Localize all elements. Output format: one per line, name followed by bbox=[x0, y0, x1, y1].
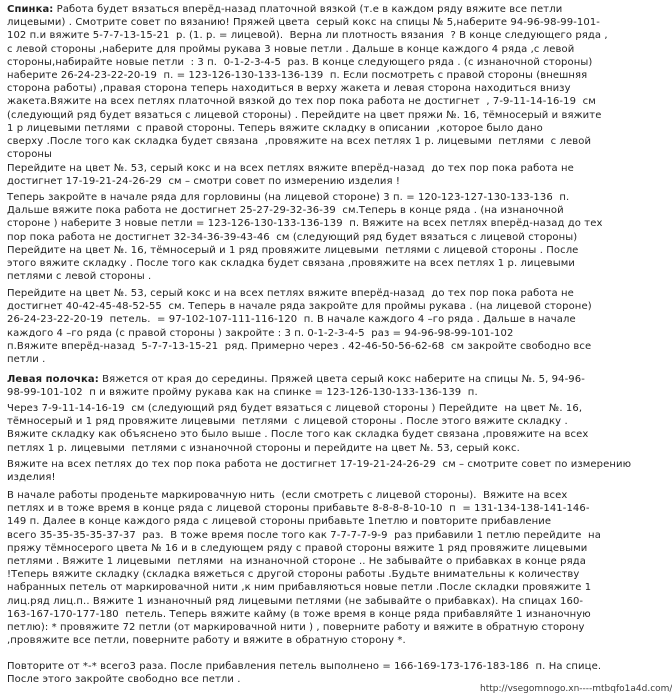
paragraph-text: Повторите от *-* всего3 раза. После прибавления петель выполнено = 166-169-173-176-183-186 п. На спице. После этого закройте свободно все петли . bbox=[7, 661, 602, 686]
paragraph-text: Перейдите на цвет №. 53, серый кокс и на всех петлях вяжите вперёд-назад до тех пор пока работа не достигнет 40-42-45-48-52-55 см. Теперь в начале ряда закройте для проймы рукава . (на лицевой стороне) 26-24-23-22-20-19 петель. = 97-102-107-111-116-120 п. В начале каждого 4 –го ряда . Дальше в начале каждого 4 –го ряда (с правой стороны ) закройте : 3 п. 0-1-2-3-4-5 раз = 94-96-98-99-101-102 п.Вяжите вперёд-назад 5-7-7-13-15-21 ряд. Примерно через . 42-46-50-56-62-68 см закройте свободно все петли . bbox=[7, 288, 592, 366]
paragraph-finish bbox=[7, 660, 601, 686]
watermark-url: http://vsegomnogo.xn----mtbqfo1a4d.com/ bbox=[480, 684, 672, 694]
heading-left-front: Левая полочка: bbox=[7, 374, 99, 385]
paragraph-back-intro bbox=[7, 3, 608, 161]
paragraph-marker-thread bbox=[7, 489, 601, 647]
heading-back: Спинка: bbox=[7, 4, 54, 15]
paragraph-text: Вяжется от края до середины. Пряжей цвета серый кокс наберите на спицы №. 5, 94-96- 98-99-101-102 п и вяжите пройму рукава как на спинке = 123-126-130-133-136-139 п. bbox=[7, 374, 585, 399]
paragraph-color-53 bbox=[7, 162, 574, 188]
paragraph-text: Через 7-9-11-14-16-19 см (следующий ряд будет вязаться с лицевой стороны ) Перейдите на цвет №. 16, тёмносерый и 1 ряд провяжите лицевыми петлями с лицевой стороны . После этого вяжите складку . Вяжите складку как объяснено это было выше . После того как складка будет связана ,провяжите на всех петлях 1 р. лицевыми петлями с изнаночной стороны и перейдите на цвет №. 53, серый кокс. bbox=[7, 403, 589, 454]
paragraph-measure bbox=[7, 458, 631, 484]
paragraph-text: Работа будет вязаться вперёд-назад платочной вязкой (т.е в каждом ряду вяжите все петли лицевыми) . Смотрите совет по вязанию! Пряжей цвета серый кокс на спицы № 5,наберите 94-96-98-99-101- 102 п.и вяжите 5-7-7-13-15-21 р. (1. р. = лицевой). Верна ли плотность вязания ? В конце следующего ряда , с левой стороны ,наберите для проймы рукава 3 новые петли . Дальше в конце каждого 4 ряда ,с левой стороны,набирайте новые петли : 3 п. 0-1-2-3-4-5 раз. В конце следующего ряда . (с изнаночной стороны) наберите 26-24-23-22-20-19 п. = 123-126-130-133-136-139 п. Если посмотреть с правой стороны (внешняя сторона работы) ,правая сторона теперь находиться в верху жакета и левая сторона находиться внизу жакета.Вяжите на всех петлях платочной вязкой до тех пор пока работа не достигнет , 7-9-11-14-16-19 см (следующий ряд будет вязаться с лицевой стороны) . Перейдите на цвет пряжи №. 16, тёмносерый и вяжите 1 р лицевыми петлями с правой стороны. Теперь вяжите складку в описании ,которое было дано сверху .После того как складка будет связана ,провяжите на всех петлях 1 р. лицевыми петлями с левой стороны bbox=[7, 4, 608, 161]
paragraph-text: Вяжите на всех петлях до тех пор пока работа не достигнет 17-19-21-24-26-29 см – смотрите совет по измерению изделия! bbox=[7, 459, 632, 484]
paragraph-armhole bbox=[7, 287, 592, 366]
paragraph-fold bbox=[7, 402, 588, 455]
paragraph-text: В начале работы проденьте маркировачную нить (если смотреть с лицевой стороны). Вяжите на всех петлях и в тоже время в конце ряда с лицевой стороны прибавьте 8-8-8-8-10-10 п = 131-134-138-141-146- 149 п. Далее в конце каждого ряда с лицевой стороны прибавьте 1петлю и повторите прибавление всего 35-35-35-35-37-37 раз. В тоже время после того как 7-7-7-7-9-9 раз прибавили 1 петлю перейдите на пряжу тёмносерого цвета № 16 и в следующем ряду с правой стороны вяжите 1 ряд провяжите лицевыми петлями . Вяжите 1 лицевыми петлями на изнаночной стороне .. Не забывайте о прибавках в конце ряда !Теперь вяжите складку (складка вяжеться с другой стороны работы .Будьте внимательны к количеству набранных петель от маркировачной нити ,к ним прибавляються новые петли .После складки провяжите 1 лиц.ряд лиц.п.. Вяжите 1 изнаночный ряд лицевыми петлями (не забывайте о прибавках). На спицах 160- 163-167-170-177-180 петель. Теперь вяжите кайму (в тоже время в конце ряда прибавляйте 1 изнаночную петлю): * провяжите 72 петли (от маркировачной нити ) , поверните работу и вяжите в обратную сторону ,провяжите все петли, поверните работу и вяжите в обратную сторону *. bbox=[7, 490, 601, 647]
paragraph-neckline bbox=[7, 191, 602, 283]
paragraph-left-front bbox=[7, 373, 585, 399]
paragraph-text: Перейдите на цвет №. 53, серый кокс и на всех петлях вяжите вперёд-назад до тех пор пока работа не достигнет 17-19-21-24-26-29 см – смотри совет по измерению изделия ! bbox=[7, 163, 574, 188]
paragraph-text: Теперь закройте в начале ряда для горловины (на лицевой стороне) 3 п. = 120-123-127-130-133-136 п. Дальше вяжите пока работа не достигнет 25-27-29-32-36-39 см.Теперь в конце ряда . (на изнаночной стороне ) наберите 3 новые петли = 123-126-130-133-136-139 п. Вяжите на всех петлях вперёд-назад до тех пор пока работа не достигнет 32-34-36-39-43-46 см (следующий ряд будет вязаться с лицевой стороны) Перейдите на цвет №. 16, тёмносерый и 1 ряд провяжите лицевыми петлями с лицевой стороны . После этого вяжите складку . После того как складка будет связана ,провяжите на всех петлях 1 р. лицевыми петлями с левой стороны . bbox=[7, 192, 603, 283]
